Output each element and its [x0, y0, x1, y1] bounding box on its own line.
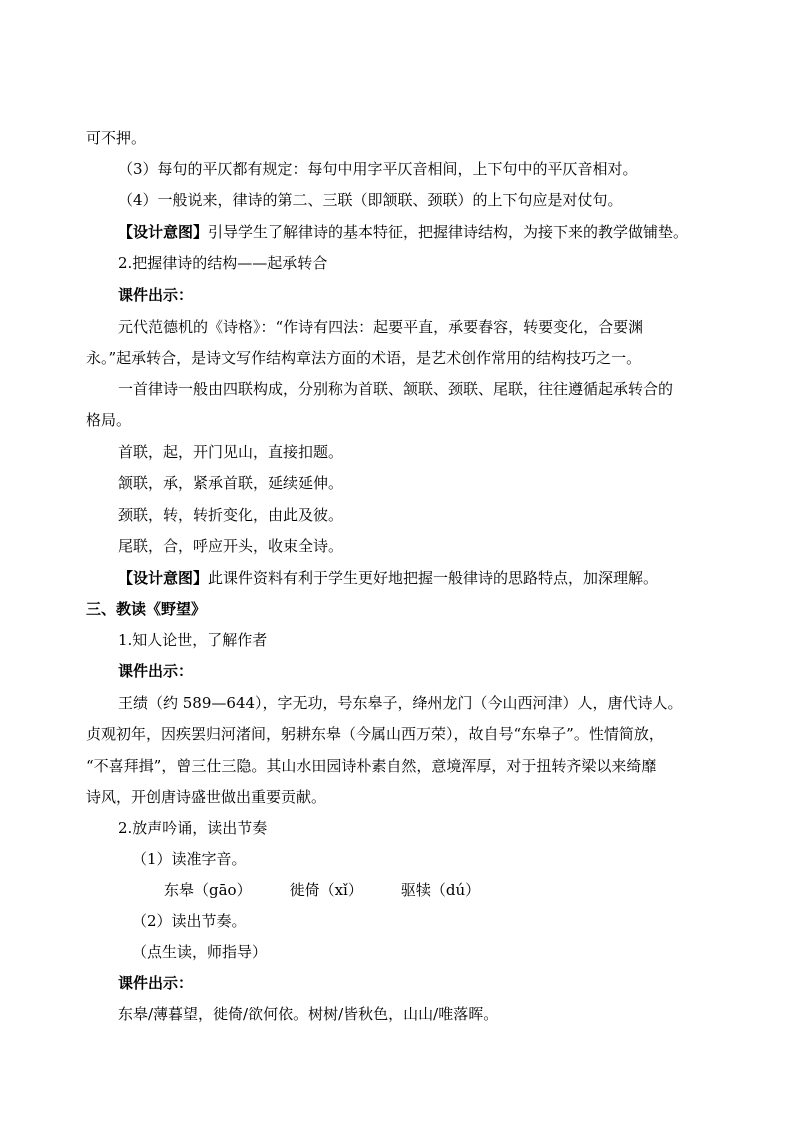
list-item: 颈联，转，转折变化，由此及彼。 — [118, 506, 344, 524]
list-item: 颔联，承，紧承首联，延续延伸。 — [118, 474, 344, 492]
list-item: （2）读出节奏。 — [132, 912, 247, 930]
design-intent-text: 此课件资料有利于学生更好地把握一般律诗的思路特点，加深理解。 — [208, 569, 659, 587]
courseware-label: 课件出示： — [118, 974, 194, 992]
courseware-label: 课件出示： — [118, 286, 194, 304]
pronunciation-row — [164, 880, 518, 900]
section-subheading: 2.放声吟诵，读出节奏 — [118, 819, 268, 837]
design-intent-line — [118, 568, 658, 588]
design-intent-line — [118, 222, 688, 242]
body-line: 一首律诗一般由四联构成，分别称为首联、颔联、颈联、尾联，往往遵循起承转合的 — [118, 380, 674, 398]
section-subheading: 1.知人论世，了解作者 — [118, 631, 268, 649]
list-item: （4）一般说来，律诗的第二、三联（即颔联、颈联）的上下句应是对仗句。 — [118, 191, 623, 209]
section-subheading: 2.把握律诗的结构——起承转合 — [118, 254, 328, 272]
design-intent-tag: 【设计意图】 — [118, 223, 209, 241]
courseware-label: 课件出示： — [118, 662, 194, 680]
pronunciation-item: 徙倚（xǐ） — [289, 881, 363, 899]
body-line: 贞观初年，因疾罢归河渚间，躬耕东皋（今属山西万荣），故自号“东皋子”。性情简放， — [86, 725, 664, 743]
body-line: 诗风，开创唐诗盛世做出重要贡献。 — [86, 788, 327, 806]
pronunciation-item: 东皋（gāo） — [164, 881, 252, 899]
section-heading: 三、教读《野望》 — [86, 600, 207, 618]
list-item: （3）每句的平仄都有规定：每句中用字平仄音相间，上下句中的平仄音相对。 — [118, 160, 638, 178]
poem-line: 东皋/薄暮望，徙倚/欲何依。树树/皆秋色，山山/唯落晖。 — [118, 1005, 499, 1023]
body-line: （点生读，师指导） — [132, 943, 268, 961]
body-line: “不喜拜揖”，曾三仕三隐。其山水田园诗朴素自然，意境浑厚，对于扭转齐梁以来绮靡 — [86, 757, 657, 775]
list-item: （1）读准字音。 — [132, 850, 247, 868]
body-line: 格局。 — [86, 411, 132, 429]
list-item: 尾联，合，呼应开头，收束全诗。 — [118, 537, 344, 555]
body-line: 王绩（约 589—644），字无功，号东皋子，绛州龙门（今山西河津）人，唐代诗人。 — [118, 694, 683, 712]
pronunciation-item: 驱犊（dú） — [400, 881, 481, 899]
body-line: 元代范德机的《诗格》：“作诗有四法：起要平直，承要舂容，转要变化，合要渊 — [118, 318, 644, 336]
body-line: 永。”起承转合，是诗文写作结构章法方面的术语，是艺术创作常用的结构技巧之一。 — [86, 349, 642, 367]
design-intent-text: 引导学生了解律诗的基本特征，把握律诗结构，为接下来的教学做铺垫。 — [208, 223, 689, 241]
design-intent-tag: 【设计意图】 — [118, 569, 209, 587]
list-item: 首联，起，开门见山，直接扣题。 — [118, 443, 344, 461]
body-line: 可不押。 — [86, 129, 147, 147]
